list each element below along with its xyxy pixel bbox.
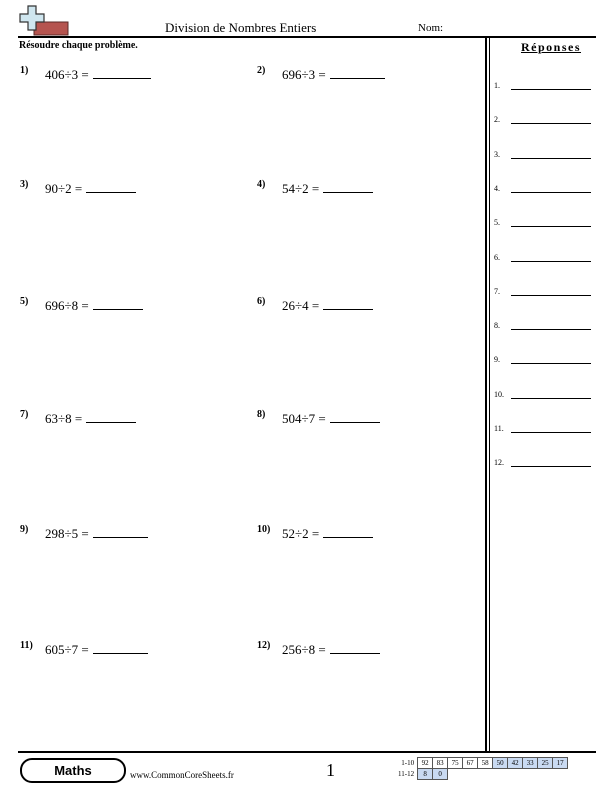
answer-row — [494, 458, 504, 467]
answer-line[interactable] — [511, 363, 591, 364]
problem-text: 696÷8 = — [45, 298, 89, 313]
score-row — [396, 769, 568, 780]
answer-label: 10. — [494, 389, 504, 399]
answer-blank[interactable] — [330, 66, 385, 79]
problem-number: 5) — [20, 296, 29, 307]
answer-line[interactable] — [511, 329, 591, 330]
answer-line[interactable] — [511, 123, 591, 124]
score-cell: 58 — [478, 758, 493, 769]
answer-row — [494, 184, 500, 193]
problem-number: 3) — [20, 179, 29, 190]
problem-text: 605÷7 = — [45, 642, 89, 657]
problem-text: 26÷4 = — [282, 298, 320, 313]
answer-line[interactable] — [511, 432, 591, 433]
logo — [18, 4, 70, 36]
answer-line[interactable] — [511, 89, 591, 90]
score-cell: 50 — [493, 758, 508, 769]
column-divider-inner — [489, 37, 490, 751]
answer-blank[interactable] — [330, 410, 380, 423]
answer-label: 12. — [494, 458, 504, 468]
name-label: Nom: — [418, 22, 444, 34]
answer-blank[interactable] — [330, 641, 380, 654]
score-cell: 75 — [448, 758, 463, 769]
answer-row — [494, 150, 500, 159]
score-cell: 17 — [553, 758, 568, 769]
answer-label: 7. — [494, 286, 500, 296]
problem-text: 63÷8 = — [45, 411, 83, 426]
problem-expression — [282, 410, 380, 427]
problem-expression — [282, 525, 373, 542]
score-cell: 92 — [418, 758, 433, 769]
answer-label: 8. — [494, 321, 500, 331]
answer-line[interactable] — [511, 398, 591, 399]
answer-row — [494, 218, 500, 227]
problem-number: 7) — [20, 409, 29, 420]
problem-text: 256÷8 = — [282, 642, 326, 657]
score-cell: 8 — [418, 769, 433, 780]
score-cell: 0 — [433, 769, 448, 780]
answer-row — [494, 390, 504, 399]
answer-label: 2. — [494, 115, 500, 125]
score-cell: 67 — [463, 758, 478, 769]
answer-row — [494, 355, 500, 364]
answer-label: 11. — [494, 424, 504, 433]
answer-row — [494, 287, 500, 296]
answer-row — [494, 81, 500, 90]
maths-badge: Maths — [20, 758, 126, 783]
problem-text: 54÷2 = — [282, 181, 320, 196]
problem-expression — [45, 66, 151, 83]
problem-number: 2) — [257, 65, 266, 76]
problem-expression — [45, 180, 136, 197]
answer-row — [494, 253, 500, 262]
answer-blank[interactable] — [93, 525, 148, 538]
score-cell: 25 — [538, 758, 553, 769]
score-cell: 42 — [508, 758, 523, 769]
problem-expression — [45, 410, 136, 427]
answer-line[interactable] — [511, 261, 591, 262]
score-table — [396, 757, 568, 780]
problem-expression — [282, 297, 373, 314]
column-divider — [485, 37, 487, 751]
footer-divider — [18, 751, 596, 753]
problem-text: 298÷5 = — [45, 526, 89, 541]
answer-row — [494, 321, 500, 330]
header-divider — [18, 36, 596, 38]
problem-text: 90÷2 = — [45, 181, 83, 196]
answer-row — [494, 115, 500, 124]
problem-expression — [282, 641, 380, 658]
problem-expression — [282, 180, 373, 197]
answer-label: 6. — [494, 252, 500, 262]
answer-label: 9. — [494, 355, 500, 365]
problem-number: 6) — [257, 296, 266, 307]
problem-expression — [45, 297, 143, 314]
answer-label: 4. — [494, 183, 500, 193]
answer-blank[interactable] — [93, 641, 148, 654]
score-row — [396, 758, 568, 769]
answer-line[interactable] — [511, 226, 591, 227]
problem-expression — [282, 66, 385, 83]
answer-line[interactable] — [511, 295, 591, 296]
problem-expression — [45, 525, 148, 542]
site-url: www.CommonCoreSheets.fr — [130, 770, 234, 780]
answer-line[interactable] — [511, 192, 591, 193]
problem-number: 11) — [20, 640, 33, 651]
page-number: 1 — [326, 760, 335, 780]
score-cell: 33 — [523, 758, 538, 769]
answer-blank[interactable] — [86, 410, 136, 423]
answer-blank[interactable] — [323, 180, 373, 193]
problem-number: 8) — [257, 409, 266, 420]
answer-line[interactable] — [511, 158, 591, 159]
problem-expression — [45, 641, 148, 658]
problem-number: 1) — [20, 65, 29, 76]
answer-label: 3. — [494, 149, 500, 159]
score-cell: 83 — [433, 758, 448, 769]
answer-label: 1. — [494, 81, 500, 90]
answer-blank[interactable] — [93, 297, 143, 310]
problem-text: 696÷3 = — [282, 67, 326, 82]
problem-text: 406÷3 = — [45, 67, 89, 82]
answer-blank[interactable] — [86, 180, 136, 193]
problem-text: 504÷7 = — [282, 411, 326, 426]
problem-text: 52÷2 = — [282, 526, 320, 541]
score-row-label: 11-12 — [398, 770, 415, 778]
score-row-label: 1-10 — [401, 759, 415, 767]
answer-line[interactable] — [511, 466, 591, 467]
problem-number: 4) — [257, 179, 266, 190]
answer-blank[interactable] — [323, 525, 373, 538]
problem-number: 9) — [20, 524, 29, 535]
problem-number: 12) — [257, 640, 271, 651]
answer-label: 5. — [494, 218, 500, 228]
problem-number: 10) — [257, 524, 271, 535]
answers-title: Réponses — [520, 40, 581, 54]
instructions: Résoudre chaque problème. — [19, 40, 138, 51]
answer-row — [494, 424, 504, 433]
answer-blank[interactable] — [93, 66, 151, 79]
page-title: Division de Nombres Entiers — [165, 20, 317, 35]
answer-blank[interactable] — [323, 297, 373, 310]
